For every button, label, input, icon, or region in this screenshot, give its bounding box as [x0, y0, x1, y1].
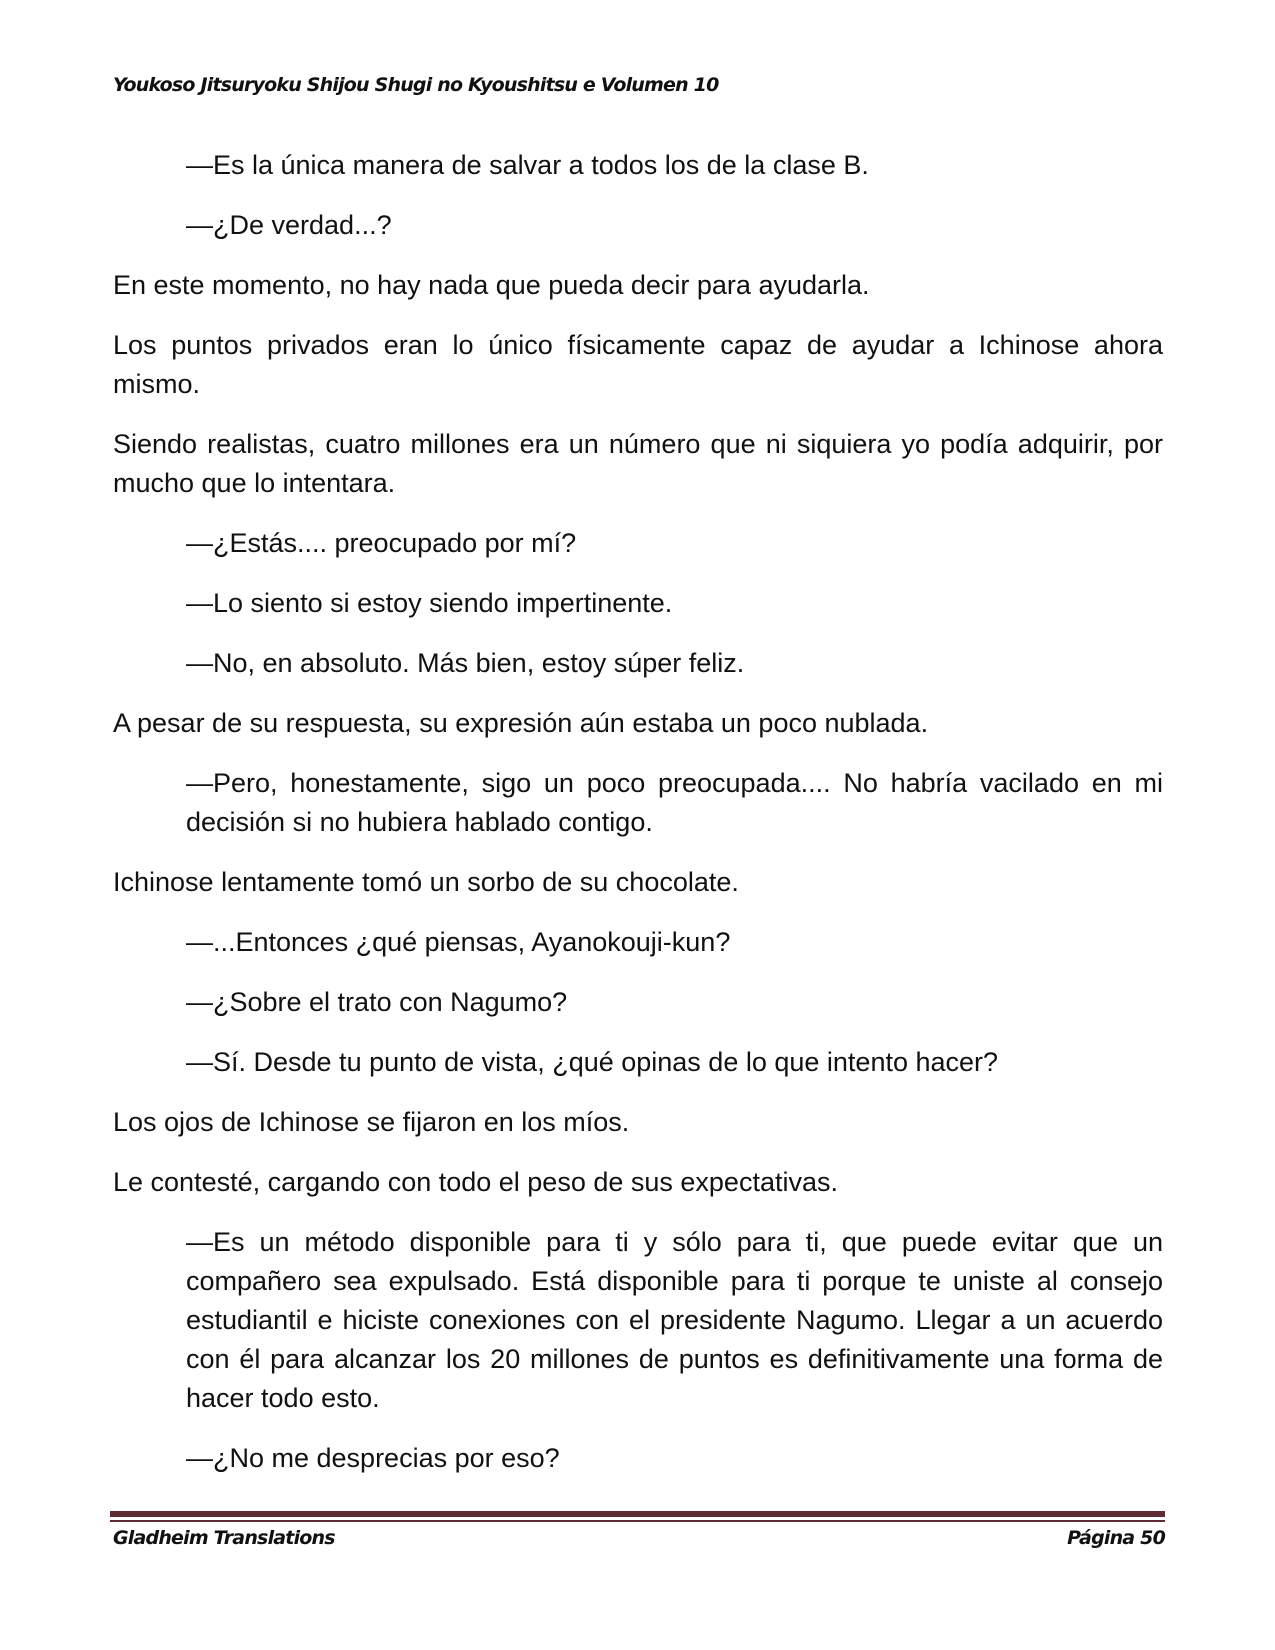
dialogue-paragraph: —Es un método disponible para ti y sólo para ti, que puede evitar que un compañero sea expulsado. Está disponible para ti porque te uniste al consejo estudiantil e hiciste conexiones con el presidente Nagumo. Llegar a un acuerdo con él para alcanzar los 20 millones de puntos es definitivamente una forma de hacer todo esto.: [186, 1227, 1163, 1413]
narration-paragraph: Siendo realistas, cuatro millones era un número que ni siquiera yo podía adquirir, por mucho que lo intentara.: [113, 429, 1163, 498]
narration-paragraph: En este momento, no hay nada que pueda decir para ayudarla.: [113, 270, 870, 300]
narration-paragraph: A pesar de su respuesta, su expresión aún estaba un poco nublada.: [113, 708, 929, 738]
running-header: Youkoso Jitsuryoku Shijou Shugi no Kyoushitsu e Volumen 10: [113, 74, 719, 96]
dialogue-paragraph: —Es la única manera de salvar a todos los de la clase B.: [186, 150, 869, 180]
narration-paragraph: Le contesté, cargando con todo el peso de sus expectativas.: [113, 1167, 838, 1197]
dialogue-paragraph: —Lo siento si estoy siendo impertinente.: [186, 588, 673, 618]
dialogue-paragraph: —Sí. Desde tu punto de vista, ¿qué opinas de lo que intento hacer?: [186, 1047, 999, 1077]
dialogue-paragraph: —No, en absoluto. Más bien, estoy súper feliz.: [186, 648, 745, 678]
dialogue-paragraph: —...Entonces ¿qué piensas, Ayanokouji-kun?: [186, 927, 731, 957]
narration-paragraph: Ichinose lentamente tomó un sorbo de su chocolate.: [113, 867, 739, 897]
footer-rule-thin: [110, 1520, 1165, 1522]
dialogue-paragraph: —Pero, honestamente, sigo un poco preocupada.... No habría vacilado en mi decisión si no hubiera hablado contigo.: [186, 768, 1163, 837]
page-body: [113, 146, 1163, 1499]
narration-paragraph: Los puntos privados eran lo único físicamente capaz de ayudar a Ichinose ahora mismo.: [113, 330, 1163, 399]
dialogue-paragraph: —¿No me desprecias por eso?: [186, 1443, 560, 1473]
footer-rule-thick: [110, 1511, 1165, 1517]
narration-paragraph: Los ojos de Ichinose se fijaron en los míos.: [113, 1107, 630, 1137]
footer-publisher: Gladheim Translations: [113, 1527, 335, 1549]
footer-page-number: Página 50: [1067, 1527, 1165, 1549]
dialogue-paragraph: —¿De verdad...?: [186, 210, 392, 240]
dialogue-paragraph: —¿Sobre el trato con Nagumo?: [186, 987, 568, 1017]
dialogue-paragraph: —¿Estás.... preocupado por mí?: [186, 528, 577, 558]
